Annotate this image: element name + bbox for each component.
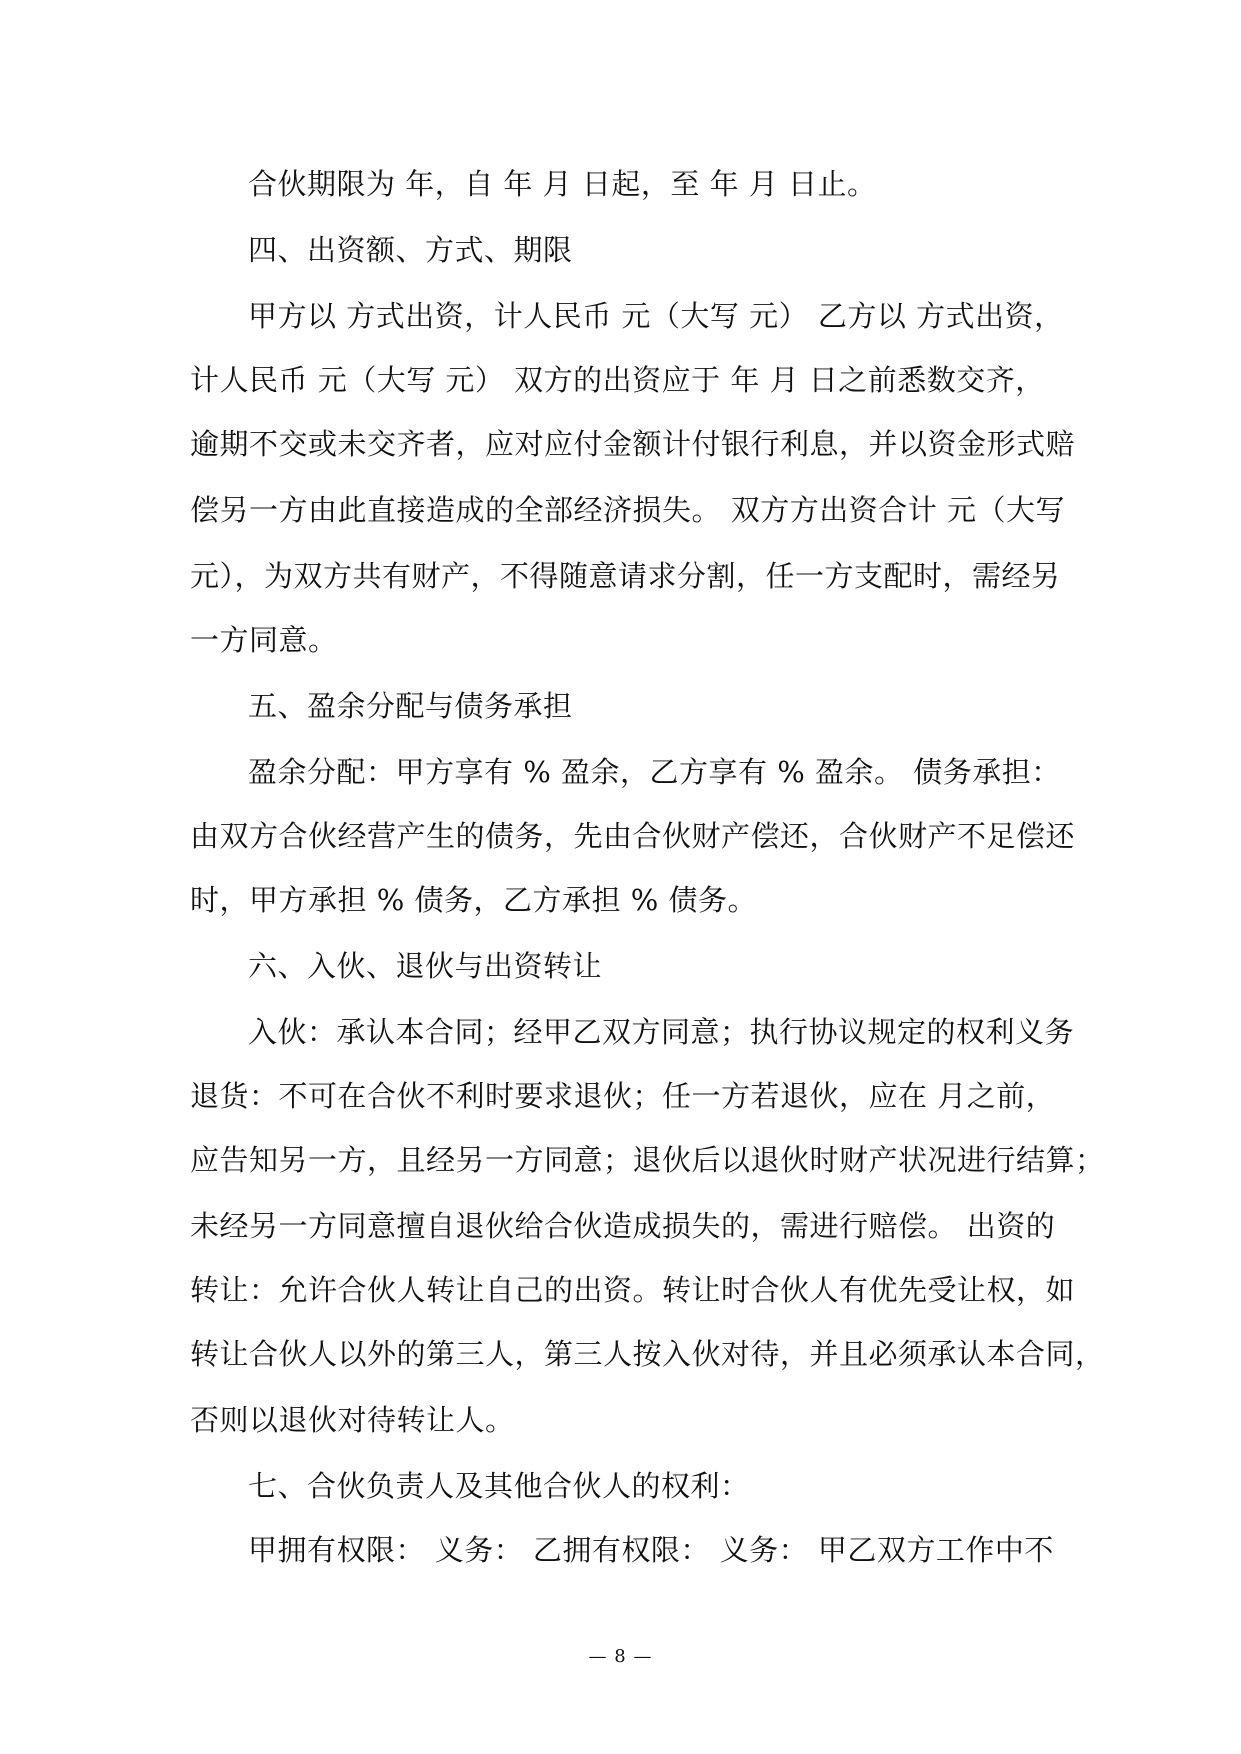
section-heading-5: 五、盈余分配与债务承担: [248, 689, 573, 723]
section-heading-6: 六、入伙、退伙与出资转让: [248, 949, 603, 983]
paragraph-line: 转让：允许合伙人转让自己的出资。转让时合伙人有优先受让权，如: [190, 1273, 1076, 1307]
paragraph-line: 否则以退伙对待转让人。: [190, 1403, 515, 1437]
section-heading-7: 七、合伙负责人及其他合伙人的权利：: [248, 1469, 750, 1503]
paragraph-line: 时，甲方承担 % 债务，乙方承担 % 债务。: [190, 883, 757, 917]
paragraph-line: 计人民币 元（大写 元） 双方的出资应于 年 月 日之前悉数交齐，: [190, 363, 1045, 397]
paragraph-line: 转让合伙人以外的第三人，第三人按入伙对待，并且必须承认本合同，: [190, 1337, 1105, 1371]
paragraph-line: 由双方合伙经营产生的债务，先由合伙财产偿还，合伙财产不足偿还: [190, 819, 1076, 853]
section-heading-4: 四、出资额、方式、期限: [248, 233, 573, 267]
paragraph-line: 甲拥有权限： 义务： 乙拥有权限： 义务： 甲乙双方工作中不: [248, 1533, 1054, 1567]
paragraph-line: 甲方以 方式出资，计人民币 元（大写 元） 乙方以 方式出资，: [248, 299, 1064, 333]
paragraph-line: 逾期不交或未交齐者，应对应付金额计付银行利息，并以资金形式赔: [190, 427, 1076, 461]
paragraph-line: 元），为双方共有财产，不得随意请求分割，任一方支配时，需经另: [190, 559, 1061, 593]
paragraph-line: 退货：不可在合伙不利时要求退伙；任一方若退伙，应在 月之前，: [190, 1079, 1056, 1113]
paragraph-line: 盈余分配：甲方享有 % 盈余，乙方享有 % 盈余。 债务承担：: [248, 755, 1061, 789]
paragraph-line: 入伙：承认本合同；经甲乙双方同意；执行协议规定的权利义务: [248, 1015, 1075, 1049]
page-number: — 8 —: [588, 1646, 653, 1667]
paragraph-line: 偿另一方由此直接造成的全部经济损失。 双方方出资合计 元（大写: [190, 493, 1065, 527]
paragraph-term-duration: 合伙期限为 年，自 年 月 日起，至 年 月 日止。: [248, 167, 877, 201]
paragraph-line: 一方同意。: [190, 623, 338, 657]
paragraph-line: 应告知另一方，且经另一方同意；退伙后以退伙时财产状况进行结算；: [190, 1143, 1105, 1177]
paragraph-line: 未经另一方同意擅自退伙给合伙造成损失的，需进行赔偿。 出资的: [190, 1209, 1056, 1243]
